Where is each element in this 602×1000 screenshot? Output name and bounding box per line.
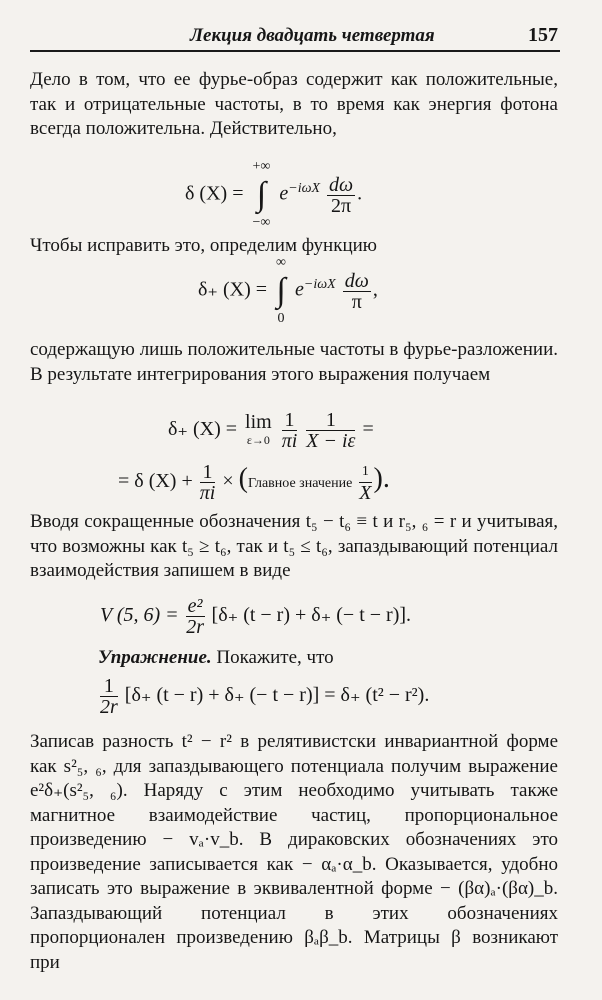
eq5-lhs: V (5, 6) = [100,604,179,627]
eq6-rhs: [δ₊ (t − r) + δ₊ (− t − r)] = δ₊ (t² − r²). [124,684,430,707]
eq6-fraction [100,676,118,717]
eq2-exponent: −iωX [303,276,336,292]
eq3-lim-sub: ε→0 [246,432,270,447]
eq4-label: Главное значение [247,476,353,492]
eq2-tail: , [372,278,378,301]
eq1-numerator: dω [329,173,354,196]
chapter-title: Лекция двадцать четвертая [190,25,435,46]
exercise-line [98,646,558,671]
eq1-lhs: δ (X) = [185,182,244,205]
eq2-lower-limit: 0 [277,311,285,326]
eq3-fraction-2 [306,410,355,451]
eq5-fraction [186,596,205,637]
integral-sign-icon: ∫ [276,272,286,309]
exercise-label: Упражнение. [98,647,212,668]
eq3-f2-den: X − iε [306,430,356,452]
eq3-f2-num: 1 [306,410,355,431]
equation-delta-fourier [185,158,362,232]
equation-delta-plus-limit [168,410,374,451]
eq6-f-num: 1 [100,676,118,697]
eq4-paren-open: ( [238,463,248,495]
eq3-lim-text: lim [245,410,272,433]
eq1-denominator: 2π [331,194,352,217]
eq4-g-den: X [359,482,372,504]
eq2-integral [276,254,286,328]
eq4-fraction-2 [359,462,371,503]
eq4-f-den: πi [199,482,216,504]
eq1-exponent: −iωX [288,180,321,196]
eq3-limit [245,410,272,449]
eq5-rhs: [δ₊ (t − r) + δ₊ (− t − r)]. [211,604,412,627]
eq2-numerator: dω [344,269,369,292]
equation-exercise [98,676,429,717]
eq2-lhs: δ₊ (X) = [198,278,268,301]
exercise-text: Покажите, что [216,647,334,668]
eq5-f-den: 2r [186,616,204,638]
paragraph-5: Записав разность t² − r² в релятивистски инвариантной форме как s²₅, ₆, для запаздывающего потенциала получим выражение e²δ₊(s²₅, ₆). Наряду с этим необходимо учитывать также магнитное взаимодействие частиц, пропорциональное произведению − vₐ·v_b. В дираковских обозначениях это произведение записывается как − αₐ·α_b. Оказывается, удобно записать это выражение в эквивалентной форме − (βα)ₐ·(βα)_b. Запаздывающий потенциал в этих обозначениях пропорционален произведению βₐβ_b. Матрицы β возникают при [30,731,558,973]
running-header [30,22,560,52]
eq2-upper-limit: ∞ [276,255,287,270]
eq3-fraction-1 [282,410,298,451]
eq1-integral [252,158,270,232]
paragraph-3: содержащую лишь положительные частоты в фурье-разложении. В результате интегрирования этого выражения получаем [30,339,558,385]
eq2-denominator: π [351,290,362,313]
eq2-integrand: e [295,278,304,301]
integral-sign-icon: ∫ [256,176,267,213]
eq1-lower-limit: −∞ [252,215,271,230]
paragraph-1: Дело в том, что ее фурье-образ содержит как положительные, так и отрицательные частоты, в то время как энергия фотона всегда положительна. Действительно, [30,69,558,139]
eq4-fraction [200,462,216,503]
eq1-fraction [327,175,355,216]
equation-retarded-potential [100,596,411,637]
eq4-f-num: 1 [200,462,216,483]
eq3-lhs: δ₊ (X) = [168,418,238,441]
equation-principal-value [118,462,390,503]
eq3-f1-num: 1 [282,410,298,431]
eq3-f1-den: πi [281,430,298,452]
paragraph-4: Вводя сокращенные обозначения t₅ − t₆ ≡ t и r₅, ₆ = r и учитывая, что возможны как t₅ ≥ t₆, так и t₅ ≤ t₆, запаздывающий потенциал взаимодействия запишем в виде [30,511,558,581]
eq5-f-num: e² [187,595,203,617]
eq1-upper-limit: +∞ [252,159,271,174]
eq4-lhs: = δ (X) + [118,470,193,493]
eq2-fraction [343,271,371,312]
eq1-integrand: e [279,182,289,205]
eq4-paren-close: ). [373,463,390,495]
eq1-tail: . [357,182,363,205]
paragraph-2: Чтобы исправить это, определим функцию [30,235,377,256]
eq4-times: × [222,470,234,493]
eq6-f-den: 2r [100,696,118,718]
eq4-g-num: 1 [359,462,371,483]
equation-delta-plus-def [198,254,378,328]
eq3-tail: = [362,418,374,441]
page-number: 157 [528,24,558,46]
